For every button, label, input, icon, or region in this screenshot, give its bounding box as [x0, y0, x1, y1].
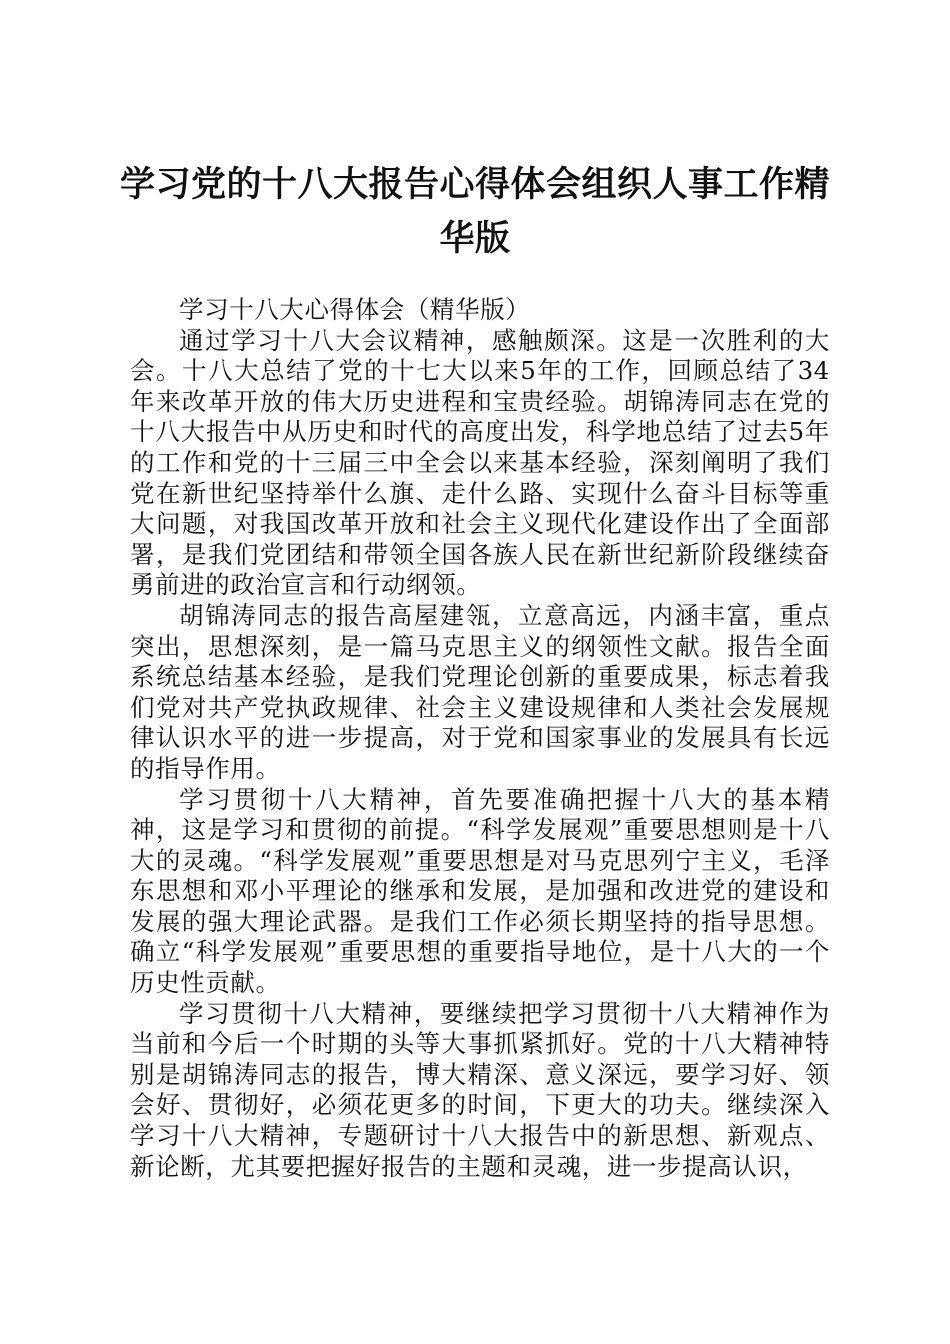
paragraph: 通过学习十八大会议精神，感触颇深。这是一次胜利的大会。十八大总结了党的十七大以来5年的工作，回顾总结了34年来改革开放的伟大历史进程和宝贵经验。胡锦涛同志在党的十八大报告中从历史和时代的高度出发，科学地总结了过去5年的工作和党的十三届三中全会以来基本经验，深刻阐明了我们党在新世纪坚持举什么旗、走什么路、实现什么奋斗目标等重大问题，对我国改革开放和社会主义现代化建设作出了全面部署，是我们党团结和带领全国各族人民在新世纪新阶段继续奋勇前进的政治宣言和行动纲领。: [130, 325, 830, 600]
paragraph-subtitle: 学习十八大心得体会（精华版）: [179, 295, 531, 324]
paragraph: 学习贯彻十八大精神，首先要准确把握十八大的基本精神，这是学习和贯彻的前提。“科学发展观”重要思想则是十八大的灵魂。“科学发展观”重要思想是对马克思列宁主义，毛泽东思想和邓小平理论的继承和发展，是加强和改进党的建设和发展的强大理论武器。是我们工作必须长期坚持的指导思想。确立“科学发展观”重要思想的重要指导地位，是十八大的一个历史性贡献。: [130, 784, 830, 998]
paragraph: 学习贯彻十八大精神，要继续把学习贯彻十八大精神作为当前和今后一个时期的头等大事抓紧抓好。党的十八大精神特别是胡锦涛同志的报告，博大精深、意义深远，要学习好、领会好、贯彻好，必须花更多的时间，下更大的功夫。继续深入学习十八大精神，专题研讨十八大报告中的新思想、新观点、新论断，尤其要把握好报告的主题和灵魂，进一步提高认识，: [130, 998, 830, 1181]
paragraph: 胡锦涛同志的报告高屋建瓴，立意高远，内涵丰富，重点突出，思想深刻，是一篇马克思主义的纲领性文献。报告全面系统总结基本经验，是我们党理论创新的重要成果，标志着我们党对共产党执政规律、社会主义建设规律和人类社会发展规律认识水平的进一步提高，对于党和国家事业的发展具有长远的指导作用。: [130, 600, 830, 783]
document-body: [130, 295, 830, 1182]
document-title: 学习党的十八大报告心得体会组织人事工作精华版: [119, 165, 830, 259]
